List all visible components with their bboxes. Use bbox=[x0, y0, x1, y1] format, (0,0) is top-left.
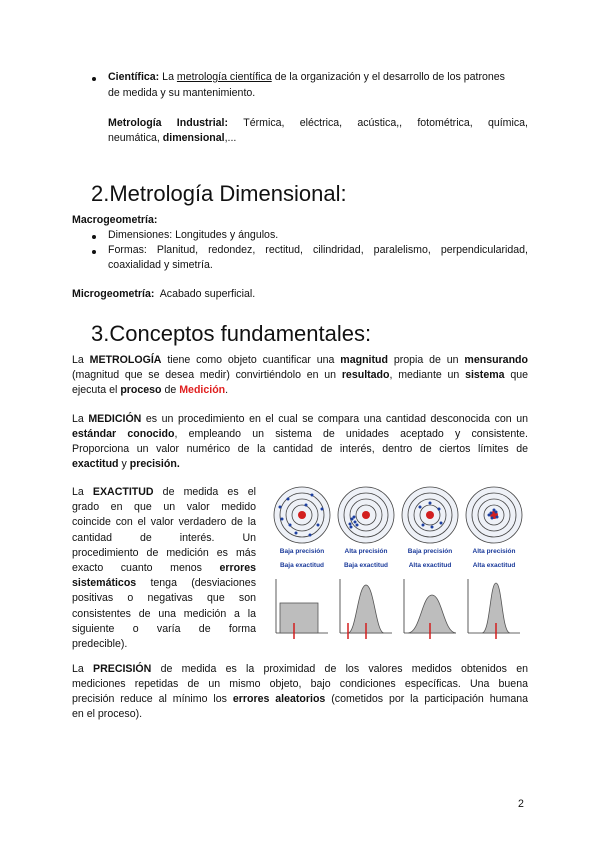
precision-accuracy-figure bbox=[270, 483, 530, 641]
macro-title: Macrogeometría: bbox=[72, 214, 158, 226]
p4-line2: mediciones repetidas de un mismo objeto, bajo condiciones específicas. Una buena bbox=[72, 678, 528, 690]
dist-2 bbox=[340, 579, 392, 639]
p2-line3: Proporciona un valor numérico de la cantidad de interés, dentro de ciertos límites de bbox=[72, 443, 528, 455]
page-number: 2 bbox=[518, 798, 524, 810]
dist-1 bbox=[276, 579, 328, 639]
bullet-dot bbox=[92, 235, 96, 239]
dist-4 bbox=[468, 579, 520, 639]
micro-line: Microgeometría: Acabado superficial. bbox=[72, 288, 256, 300]
macro-bullet-2a: Formas: Planitud, redondez, rectitud, cilindridad, paralelismo, perpendicularidad, bbox=[108, 244, 528, 256]
p1-line2: (magnitud que se desea medir) convirtiéndolo en un resultado, mediante un sistema que bbox=[72, 369, 528, 381]
industrial-line2: neumática, dimensional,... bbox=[108, 132, 237, 144]
heading-conceptos: 3.Conceptos fundamentales: bbox=[91, 321, 372, 346]
target-4 bbox=[466, 487, 522, 543]
label-top-3: Baja precisión bbox=[407, 548, 453, 555]
cientifica-line2: de medida y su mantenimiento. bbox=[108, 87, 256, 99]
metrologia-cientifica-link[interactable]: metrología científica bbox=[176, 71, 272, 83]
industrial-line1: Metrología Industrial: Térmica, eléctrica, acústica,, fotométrica, química, bbox=[108, 117, 528, 129]
p4-line1: La PRECISIÓN de medida es la proximidad de los valores medidos obtenidos en bbox=[72, 663, 528, 675]
p1-line1: La METROLOGÍA tiene como objeto cuantificar una magnitud propia de un mensurando bbox=[72, 354, 528, 366]
target-2 bbox=[338, 487, 394, 543]
p4-line4: en el proceso). bbox=[72, 708, 143, 720]
p1-line3: ejecuta el proceso de Medición. bbox=[72, 384, 229, 396]
p2-line4: exactitud y precisión. bbox=[72, 458, 180, 470]
p3-text: La EXACTITUD de medida es el grado en que un valor medido coincide con el valor verdadero de la cantidad de interés. Un procedimiento de medición es más exacto cuanto menos errores sistemáticos tenga (desviaciones positivas o negativas que son consistentes de una medición a la siguiente o varía de forma predecible). bbox=[72, 486, 256, 651]
bullet-dot bbox=[92, 250, 96, 254]
label-bottom-3: Alta exactitud bbox=[408, 562, 452, 569]
label-bottom-4: Alta exactitud bbox=[472, 562, 516, 569]
label-bottom-2: Baja exactitud bbox=[343, 562, 389, 569]
label-top-1: Baja precisión bbox=[279, 548, 325, 555]
label-top-4: Alta precisión bbox=[472, 548, 516, 555]
target-3 bbox=[402, 487, 458, 543]
target-1 bbox=[274, 487, 330, 543]
label-top-2: Alta precisión bbox=[344, 548, 388, 555]
macro-bullet-2b: coaxialidad y simetría. bbox=[108, 259, 213, 271]
p4-line3: precisión reduce al mínimo los errores aleatorios (cometidos por la participación humana bbox=[72, 693, 529, 705]
heading-metrologia-dimensional: 2.Metrología Dimensional: bbox=[91, 181, 347, 206]
dist-3 bbox=[404, 579, 456, 639]
label-bottom-1: Baja exactitud bbox=[279, 562, 325, 569]
bullet-dot bbox=[92, 77, 96, 81]
p2-line1: La MEDICIÓN es un procedimiento en el cual se compara una cantidad desconocida con un bbox=[72, 413, 528, 425]
cientifica-line1: Científica: La metrología científica de la organización y el desarrollo de los patrones bbox=[108, 71, 505, 83]
p2-line2: estándar conocido, empleando un sistema de unidades aceptado y consistente. bbox=[72, 428, 528, 440]
macro-bullet-1: Dimensiones: Longitudes y ángulos. bbox=[108, 229, 279, 241]
